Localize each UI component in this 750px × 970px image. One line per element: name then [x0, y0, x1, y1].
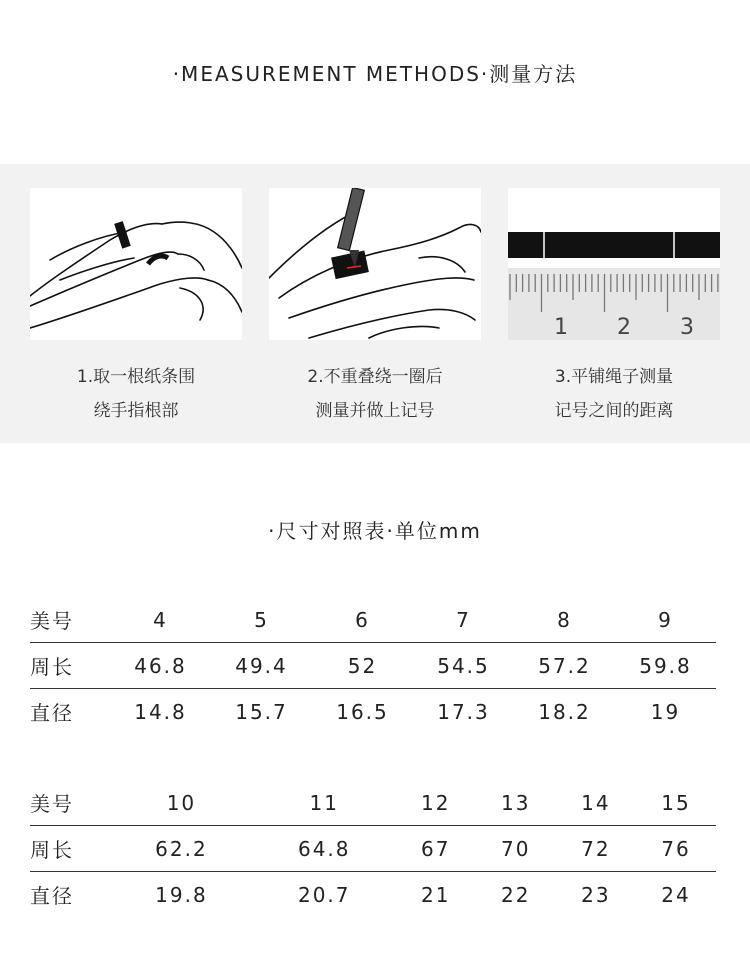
step-text: 3.平铺绳子测量: [554, 367, 674, 387]
table-cell: 7: [413, 597, 514, 643]
table-cell: 19.8: [155, 882, 208, 907]
table-cell: 46.8: [110, 643, 211, 689]
table-cell: 49.4: [211, 643, 312, 689]
table-cell: 8: [514, 597, 615, 643]
step-3-caption: [494, 360, 734, 428]
table-cell: 70: [476, 826, 556, 872]
table-cell: 15.7: [235, 699, 288, 724]
row-label: 周长: [30, 643, 110, 689]
step-text: 2.不重叠绕一圈后: [307, 367, 443, 387]
row-label: 周长: [30, 826, 110, 872]
ruler-illustration: [508, 188, 720, 340]
step-text: 记号之间的距离: [554, 401, 674, 421]
table-cell: 19: [650, 699, 681, 724]
row-label: 直径: [30, 884, 74, 908]
table-cell: 54.5: [413, 643, 514, 689]
step-text: 绕手指根部: [93, 401, 179, 421]
table-cell: 17.3: [437, 699, 490, 724]
table-cell: 14.8: [134, 699, 187, 724]
table-cell: 9: [615, 597, 716, 643]
table-cell: 6: [312, 597, 413, 643]
row-label: 美号: [30, 597, 110, 643]
table-cell: 5: [211, 597, 312, 643]
row-label: 直径: [30, 701, 74, 725]
table-cell: 64.8: [253, 826, 396, 872]
table-cell: 4: [110, 597, 211, 643]
table-cell: 72: [556, 826, 636, 872]
table-cell: 62.2: [110, 826, 253, 872]
row-label: 美号: [30, 780, 110, 826]
table-cell: 52: [312, 643, 413, 689]
table-cell: 13: [476, 780, 556, 826]
ruler-label: 3: [680, 315, 694, 340]
size-table-1: [30, 597, 716, 734]
table-cell: 24: [661, 882, 691, 907]
table-cell: 21: [420, 882, 451, 907]
page-title: ·MEASUREMENT METHODS·测量方法: [172, 62, 578, 86]
table-cell: 22: [501, 882, 531, 907]
table-cell: 57.2: [514, 643, 615, 689]
table-cell: 12: [396, 780, 476, 826]
table-cell: 67: [396, 826, 476, 872]
step-text: 测量并做上记号: [315, 401, 435, 421]
table-row: [30, 826, 716, 872]
pen-mark-illustration: [269, 188, 481, 340]
table-row: [30, 597, 716, 643]
table-cell: 76: [636, 826, 716, 872]
table-row: [30, 643, 716, 689]
step-2-caption: [255, 360, 495, 428]
table-row: [30, 689, 716, 735]
step-1-caption: [16, 360, 256, 428]
table-cell: 10: [110, 780, 253, 826]
table-row: [30, 872, 716, 918]
table-cell: 14: [556, 780, 636, 826]
table-row: [30, 780, 716, 826]
size-table-2: [30, 780, 716, 917]
table-cell: 20.7: [297, 882, 351, 907]
ruler-label: 2: [617, 315, 631, 340]
table-cell: 11: [253, 780, 396, 826]
size-chart-title: ·尺寸对照表·单位mm: [268, 519, 482, 543]
table-cell: 23: [581, 882, 611, 907]
ruler-label: 1: [554, 315, 568, 340]
step-text: 1.取一根纸条围: [76, 367, 196, 387]
table-cell: 59.8: [615, 643, 716, 689]
table-cell: 18.2: [538, 699, 591, 724]
hand-strip-illustration: [30, 188, 242, 340]
table-cell: 16.5: [336, 699, 389, 724]
table-cell: 15: [636, 780, 716, 826]
